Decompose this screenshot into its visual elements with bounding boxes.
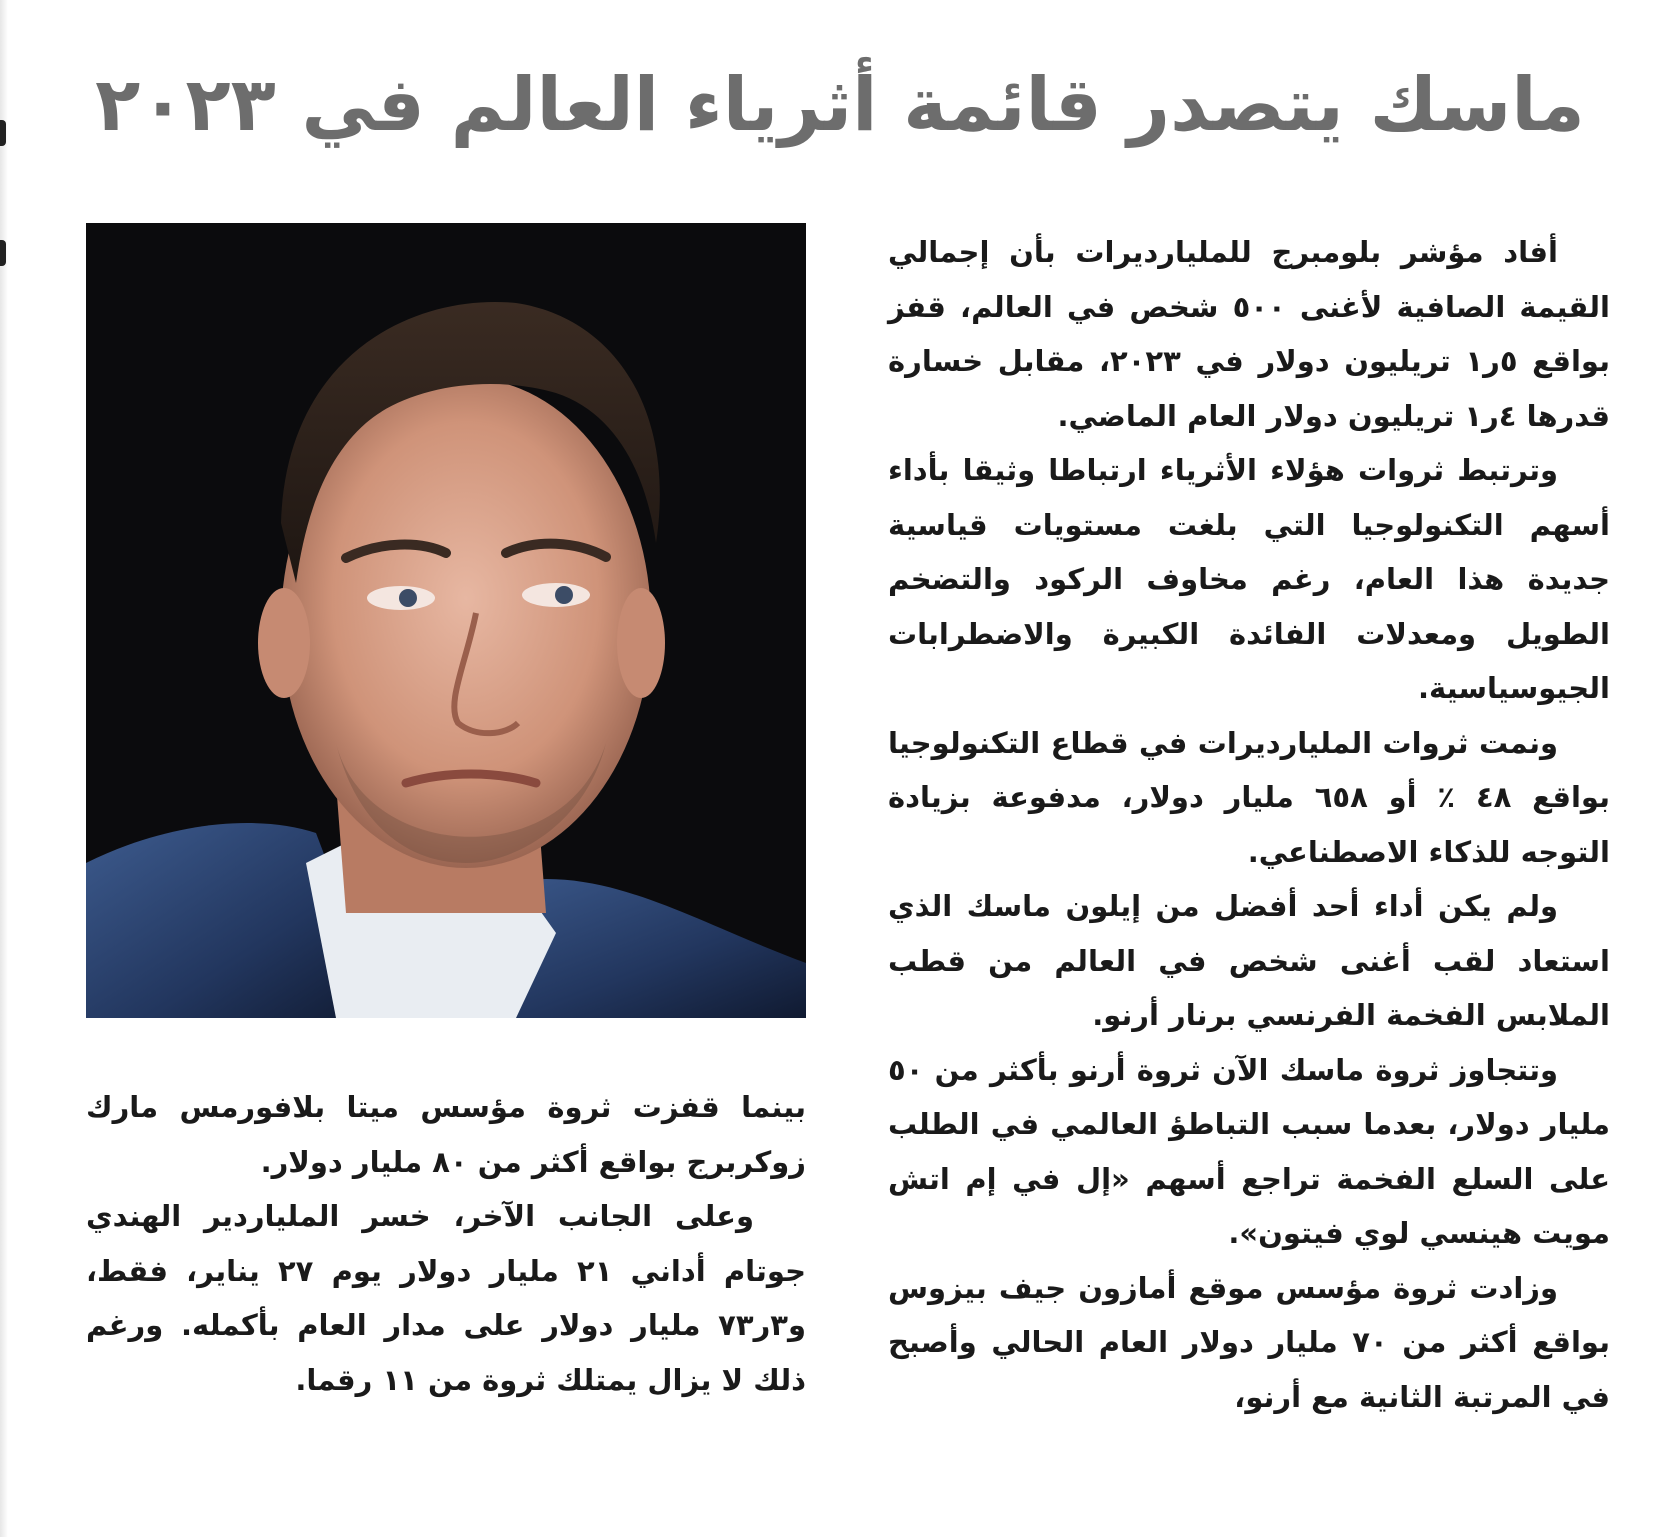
article-column-left [86, 1080, 806, 1520]
article-column-right [888, 225, 1610, 1515]
article-paragraph: وزادت ثروة مؤسس موقع أمازون جيف بيزوس بواقع أكثر من ٧٠ مليار دولار العام الحالي وأصبح في المرتبة الثانية مع أرنو، [888, 1270, 1610, 1414]
article-paragraph: وتتجاوز ثروة ماسك الآن ثروة أرنو بأكثر من ٥٠ مليار دولار، بعدما سبب التباطؤ العالمي في الطلب على السلع الفخمة تراجع أسهم «إل في إم اتش مويت هينسي لوي فيتون». [888, 1052, 1610, 1250]
portrait-photo [86, 223, 806, 1018]
article-paragraph: وترتبط ثروات هؤلاء الأثرياء ارتباطا وثيقا بأداء أسهم التكنولوجيا التي بلغت مستويات قياسية جديدة هذا العام، رغم مخاوف الركود والتضخم الطويل ومعدلات الفائدة الكبيرة والاضطرابات الجيوسياسية. [888, 453, 1610, 705]
portrait-illustration [86, 223, 806, 1018]
article-headline: ماسك يتصدر قائمة أثرياء العالم في ٢٠٢٣ [95, 62, 1585, 148]
article-paragraph: ونمت ثروات المليارديرات في قطاع التكنولوجيا بواقع ٤٨ ٪ أو ٦٥٨ مليار دولار، مدفوعة بزيادة التوجه للذكاء الاصطناعي. [888, 725, 1610, 869]
page-edge [0, 0, 8, 1537]
article-paragraph: وعلى الجانب الآخر، خسر الملياردير الهندي جوتام أداني ٢١ مليار دولار يوم ٢٧ يناير، فقط، و٣ر٧٣ مليار دولار على مدار العام بأكمله. ورغم ذلك لا يزال يمتلك ثروة من ١١ رقما. [86, 1199, 806, 1397]
article-paragraph: بينما قفزت ثروة مؤسس ميتا بلافورمس مارك زوكربرج بواقع أكثر من ٨٠ مليار دولار. [86, 1090, 806, 1179]
edge-mark [0, 120, 6, 146]
edge-mark [0, 240, 6, 266]
article-paragraph: ولم يكن أداء أحد أفضل من إيلون ماسك الذي استعاد لقب أغنى شخص في العالم من قطب الملابس الفخمة الفرنسي برنار أرنو. [888, 889, 1610, 1032]
article-paragraph: أفاد مؤشر بلومبرج للمليارديرات بأن إجمالي القيمة الصافية لأغنى ٥٠٠ شخص في العالم، قفز بواقع ٥ر١ تريليون دولار في ٢٠٢٣، مقابل خسارة قدرها ٤ر١ تريليون دولار العام الماضي. [888, 235, 1610, 433]
